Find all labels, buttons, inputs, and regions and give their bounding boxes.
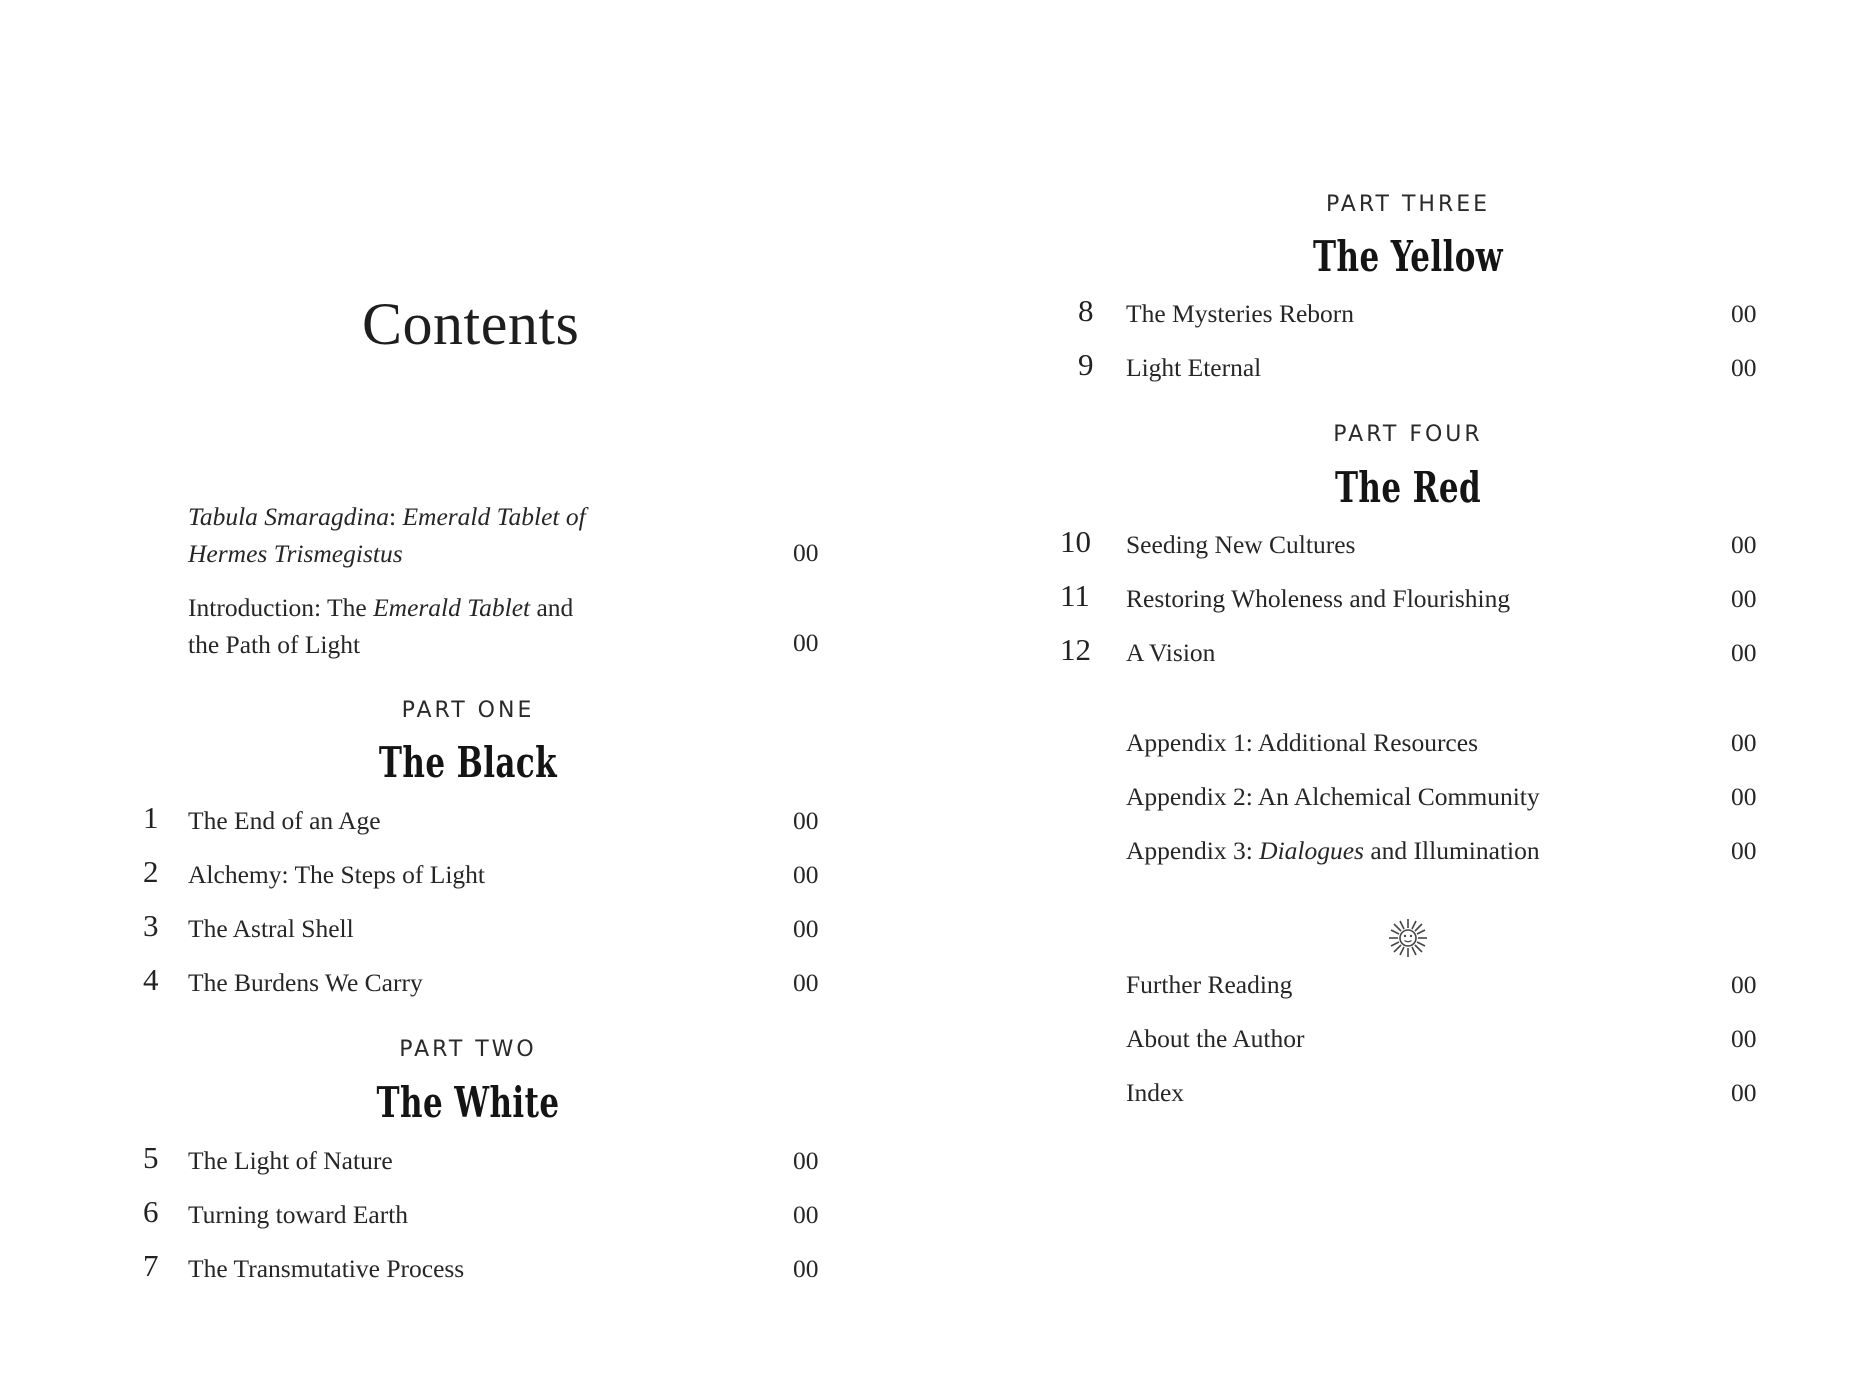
chapter-number: 12 <box>1060 632 1091 667</box>
chapter-number: 10 <box>1060 524 1091 559</box>
index-entry[interactable]: Index <box>1126 1078 1185 1107</box>
chapter-title[interactable]: The Light of Nature <box>188 1146 393 1175</box>
chapter-title[interactable]: Alchemy: The Steps of Light <box>188 860 485 889</box>
chapter-number: 6 <box>143 1194 159 1229</box>
chapter-title[interactable]: Turning toward Earth <box>188 1200 409 1229</box>
about-the-author-page: 00 <box>1731 1024 1757 1053</box>
chapter-number: 8 <box>1078 293 1094 328</box>
toc-entry-introduction[interactable] <box>188 589 573 663</box>
page-title: Contents <box>362 291 580 357</box>
part-two-heading: The White <box>376 1078 560 1127</box>
appendix-1[interactable]: Appendix 1: Additional Resources <box>1126 728 1478 757</box>
appendix-1-page: 00 <box>1731 728 1757 757</box>
chapter-page: 00 <box>793 1146 819 1175</box>
chapter-number: 9 <box>1078 347 1094 382</box>
chapter-page: 00 <box>1731 353 1757 382</box>
chapter-number: 4 <box>143 962 159 997</box>
chapter-title[interactable]: The Transmutative Process <box>188 1254 465 1283</box>
part-two-label: PART TWO <box>399 1037 537 1062</box>
toc-entry-tablet[interactable] <box>188 498 586 572</box>
chapter-number: 1 <box>143 800 159 835</box>
chapter-title[interactable]: The End of an Age <box>188 806 381 835</box>
toc-entry-introduction-line1: Introduction: The Emerald Tablet and <box>188 593 574 622</box>
chapter-page: 00 <box>793 1254 819 1283</box>
chapter-page: 00 <box>1731 638 1757 667</box>
part-four-heading: The Red <box>1334 463 1482 512</box>
toc-entry-tablet-line2: Hermes Trismegistus <box>188 539 403 568</box>
part-four-label: PART FOUR <box>1333 422 1483 447</box>
chapter-number: 11 <box>1060 578 1090 613</box>
chapter-title[interactable]: Seeding New Cultures <box>1126 530 1356 559</box>
appendix-2-page: 00 <box>1731 782 1757 811</box>
chapter-title[interactable]: Light Eternal <box>1126 353 1262 382</box>
chapter-number: 2 <box>143 854 159 889</box>
chapter-title[interactable]: A Vision <box>1126 638 1216 667</box>
part-one-heading: The Black <box>378 738 558 787</box>
chapter-page: 00 <box>793 806 819 835</box>
appendix-3[interactable]: Appendix 3: Dialogues and Illumination <box>1126 836 1540 865</box>
chapter-page: 00 <box>1731 299 1757 328</box>
toc-page-tablet: 00 <box>793 538 819 567</box>
chapter-page: 00 <box>1731 530 1757 559</box>
about-the-author[interactable]: About the Author <box>1126 1024 1305 1053</box>
appendix-2[interactable]: Appendix 2: An Alchemical Community <box>1126 782 1540 811</box>
chapter-number: 7 <box>143 1248 159 1283</box>
chapter-page: 00 <box>793 860 819 889</box>
part-three-label: PART THREE <box>1325 192 1491 217</box>
chapter-page: 00 <box>793 914 819 943</box>
chapter-page: 00 <box>1731 584 1757 613</box>
chapter-title[interactable]: The Burdens We Carry <box>188 968 423 997</box>
toc-entry-tablet-line1: Tabula Smaragdina: Emerald Tablet of <box>188 502 586 531</box>
chapter-title[interactable]: The Mysteries Reborn <box>1126 299 1355 328</box>
sun-ornament-icon <box>1388 918 1428 958</box>
chapter-title[interactable]: Restoring Wholeness and Flourishing <box>1126 584 1511 613</box>
chapter-number: 5 <box>143 1140 159 1175</box>
part-three-heading: The Yellow <box>1313 232 1503 281</box>
further-reading-page: 00 <box>1731 970 1757 999</box>
chapter-page: 00 <box>793 1200 819 1229</box>
appendix-3-page: 00 <box>1731 836 1757 865</box>
further-reading[interactable]: Further Reading <box>1126 970 1293 999</box>
chapter-page: 00 <box>793 968 819 997</box>
index-page: 00 <box>1731 1078 1757 1107</box>
toc-page-introduction: 00 <box>793 628 819 657</box>
chapter-number: 3 <box>143 908 159 943</box>
toc-entry-introduction-line2: the Path of Light <box>188 630 361 659</box>
chapter-title[interactable]: The Astral Shell <box>188 914 354 943</box>
part-one-label: PART ONE <box>401 698 535 723</box>
